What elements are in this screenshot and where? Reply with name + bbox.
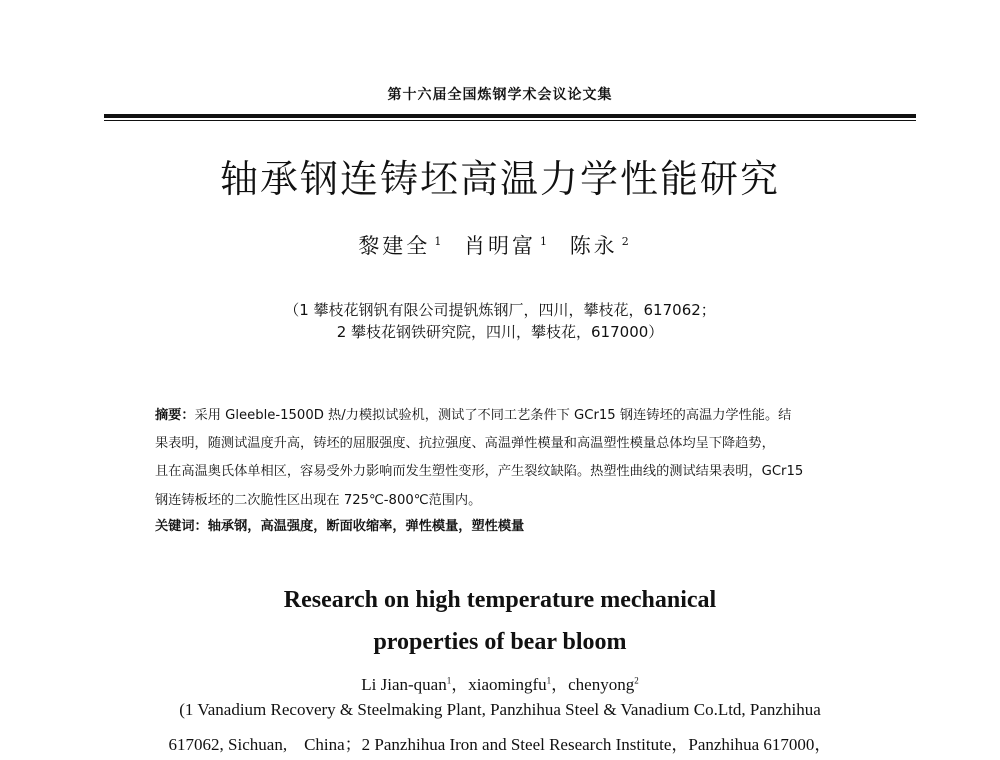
keywords-label: 关键词：: [155, 519, 208, 534]
header-rule-thick: [104, 114, 916, 118]
english-title-line: Research on high temperature mechanical: [283, 587, 717, 613]
abstract-line: 钢连铸板坯的二次脆性区出现在 725℃-800℃范围内。: [155, 493, 482, 508]
chinese-title: 轴承钢连铸坯高温力学性能研究: [219, 157, 780, 201]
english-affiliation-line: (1 Vanadium Recovery & Steelmaking Plant, Panzhihua Steel & Vanadium Co.Ltd, Panzhihua: [179, 700, 821, 719]
chinese-affiliation-line: （1 攀枝花钢钒有限公司提钒炼钢厂，四川，攀枝花，617062；: [284, 301, 716, 319]
chinese-authors: [0, 230, 1000, 260]
author-sup: 1: [540, 235, 550, 248]
author-name: Li Jian-quan: [361, 675, 447, 694]
abstract-label: 摘要：: [155, 408, 195, 423]
author-sup: 2: [621, 235, 632, 248]
author-separator: ，: [451, 675, 469, 694]
header-rule-thin: [104, 120, 916, 121]
author-separator: ，: [551, 675, 569, 694]
author-name: 陈永: [569, 234, 618, 258]
keywords-line: [155, 515, 524, 534]
author-sup: 2: [634, 675, 639, 686]
author-sup: 1: [446, 675, 452, 686]
journal-header: 第十六届全国炼钢学术会议论文集: [387, 87, 613, 103]
chinese-affiliation-line: 2 攀枝花钢铁研究院，四川，攀枝花，617000）: [336, 323, 664, 341]
author-sup: 1: [434, 235, 445, 248]
english-affiliation-line: 617062, Sichuan, China；2 Panzhihua Iron and Steel Research Institute，Panzhihua 617000，: [168, 735, 832, 754]
keywords-text: 轴承钢，高温强度，断面收缩率，弹性模量，塑性模量: [207, 519, 525, 534]
abstract-line: 且在高温奥氏体单相区，容易受外力影响而发生塑性变形，产生裂纹缺陷。热塑性曲线的测试结果表明，GCr15: [155, 464, 804, 479]
author-name: chenyong: [568, 675, 635, 694]
author-name: 黎建全: [358, 234, 431, 258]
abstract-line: 果表明，随测试温度升高，铸坯的屈服强度、抗拉强度、高温弹性模量和高温塑性模量总体均呈下降趋势，: [155, 436, 775, 451]
abstract-text: 采用 Gleeble-1500D 热/力模拟试验机，测试了不同工艺条件下 GCr15 钢连铸坯的高温力学性能。结: [194, 408, 792, 423]
abstract-line: [155, 404, 791, 423]
author-name: xiaomingfu: [468, 675, 547, 694]
author-name: 肖明富: [464, 234, 536, 258]
english-title-line: properties of bear bloom: [373, 629, 627, 655]
english-authors: [0, 670, 1000, 695]
author-sup: 1: [546, 675, 552, 686]
